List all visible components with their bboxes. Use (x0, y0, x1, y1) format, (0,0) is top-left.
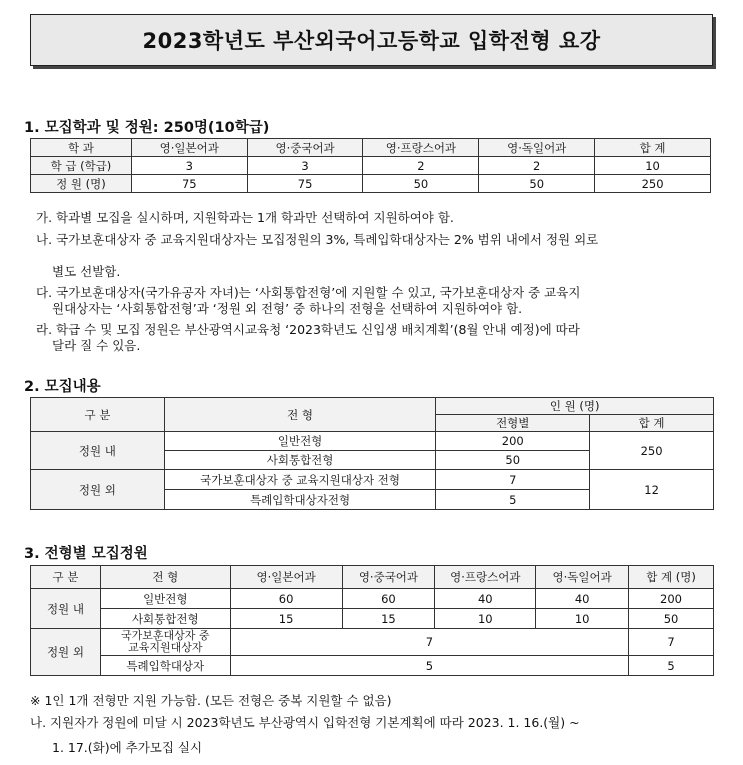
table-row (31, 589, 714, 609)
note-ga: 가. 학과별 모집을 실시하며, 지원학과는 1개 학과만 선택하여 지원하여야 함. (36, 210, 454, 225)
col-header: 전형별 (436, 415, 590, 432)
cell: 40 (435, 589, 536, 609)
cell: 3 (247, 157, 363, 175)
cell: 사회통합전형 (164, 451, 436, 470)
cell: 200 (436, 432, 590, 451)
quota-table (30, 138, 711, 193)
cell: 15 (342, 609, 435, 629)
cell: 10 (595, 157, 711, 175)
cell: 50 (479, 175, 595, 193)
cell: 250 (590, 432, 714, 470)
col-header: 영·일본어과 (131, 139, 247, 157)
col-header: 학 과 (31, 139, 132, 157)
cell: 75 (131, 175, 247, 193)
row-label: 학 급 (학급) (31, 157, 132, 175)
note-da: 다. 국가보훈대상자(국가유공자 자녀)는 ‘사회통합전형’에 지원할 수 있고, 국가보훈대상자 중 교육지 (36, 285, 581, 300)
col-header: 합 계 (590, 415, 714, 432)
footnote-na: 나. 지원자가 정원에 미달 시 2023학년도 부산광역시 입학전형 기본계획에 따라 2023. 1. 16.(월) ~ (30, 715, 580, 730)
cell: 12 (590, 470, 714, 510)
cell: 10 (536, 609, 629, 629)
cell: 250 (595, 175, 711, 193)
footnote-na-cont: 1. 17.(화)에 추가모집 실시 (52, 740, 203, 755)
group-label: 정원 내 (31, 589, 101, 629)
col-header: 전 형 (100, 566, 230, 589)
col-header: 영·중국어과 (342, 566, 435, 589)
cell: 3 (131, 157, 247, 175)
cell: 5 (629, 656, 714, 676)
cell: 60 (230, 589, 342, 609)
col-header: 영·프랑스어과 (435, 566, 536, 589)
col-header: 인 원 (명) (436, 398, 714, 415)
cell: 2 (479, 157, 595, 175)
cell: 50 (363, 175, 479, 193)
section2-heading: 2. 모집내용 (24, 379, 101, 395)
cell: 사회통합전형 (100, 609, 230, 629)
row-label-line1: 국가보훈대상자 중 (121, 629, 210, 642)
cell: 7 (230, 629, 628, 656)
cell: 일반전형 (164, 432, 436, 451)
col-header: 영·독일어과 (536, 566, 629, 589)
group-label: 정원 내 (31, 432, 165, 470)
note-na: 나. 국가보훈대상자 중 교육지원대상자는 모집정원의 3%, 특례입학대상자는 2% 범위 내에서 정원 외로 (36, 232, 599, 247)
group-label: 정원 외 (31, 629, 101, 676)
table-row (31, 470, 714, 490)
col-header: 영·중국어과 (247, 139, 363, 157)
cell: 60 (342, 589, 435, 609)
cell: 일반전형 (100, 589, 230, 609)
col-header: 영·프랑스어과 (363, 139, 479, 157)
cell: 40 (536, 589, 629, 609)
cell: 50 (436, 451, 590, 470)
cell: 10 (435, 609, 536, 629)
row-label: 정 원 (명) (31, 175, 132, 193)
cell: 5 (436, 490, 590, 510)
col-header: 구 분 (31, 398, 165, 432)
group-label: 정원 외 (31, 470, 165, 510)
table-row (31, 629, 714, 656)
table-row (31, 609, 714, 629)
cell: 15 (230, 609, 342, 629)
col-header: 영·일본어과 (230, 566, 342, 589)
table-row (31, 656, 714, 676)
footnote-note: ※ 1인 1개 전형만 지원 가능함. (모든 전형은 중복 지원할 수 없음) (30, 693, 392, 708)
cell: 7 (436, 470, 590, 490)
note-na-cont: 별도 선발함. (52, 264, 121, 279)
table-row (31, 157, 711, 175)
note-da-cont: 원대상자는 ‘사회통합전형’과 ‘정원 외 전형’ 중 하나의 전형을 선택하여 지원하여야 함. (52, 301, 523, 316)
col-header: 합 계 (595, 139, 711, 157)
page-title: 2023학년도 부산외국어고등학교 입학전형 요강 (30, 14, 713, 66)
col-header: 합 계 (명) (629, 566, 714, 589)
note-ra: 라. 학급 수 및 모집 정원은 부산광역시교육청 ‘2023학년도 신입생 배치계획’(8월 안내 예정)에 따라 (36, 322, 580, 337)
cell: 2 (363, 157, 479, 175)
col-header: 영·독일어과 (479, 139, 595, 157)
table-row (31, 432, 714, 451)
row-label-line2: 교육지원대상자 (128, 641, 203, 654)
section3-heading: 3. 전형별 모집정원 (24, 546, 148, 562)
note-ra-cont: 달라 질 수 있음. (52, 338, 141, 353)
col-header: 구 분 (31, 566, 101, 589)
section1-heading: 1. 모집학과 및 정원: 250명(10학급) (24, 120, 270, 136)
cell: 75 (247, 175, 363, 193)
cell: 특례입학대상자 (100, 656, 230, 676)
quota-by-type-table (30, 565, 714, 676)
cell: 5 (230, 656, 628, 676)
cell: 200 (629, 589, 714, 609)
cell: 50 (629, 609, 714, 629)
cell: 특례입학대상자전형 (164, 490, 436, 510)
cell (100, 629, 230, 656)
table-row (31, 175, 711, 193)
col-header: 전 형 (164, 398, 436, 432)
cell: 국가보훈대상자 중 교육지원대상자 전형 (164, 470, 436, 490)
recruit-table (30, 397, 714, 510)
cell: 7 (629, 629, 714, 656)
